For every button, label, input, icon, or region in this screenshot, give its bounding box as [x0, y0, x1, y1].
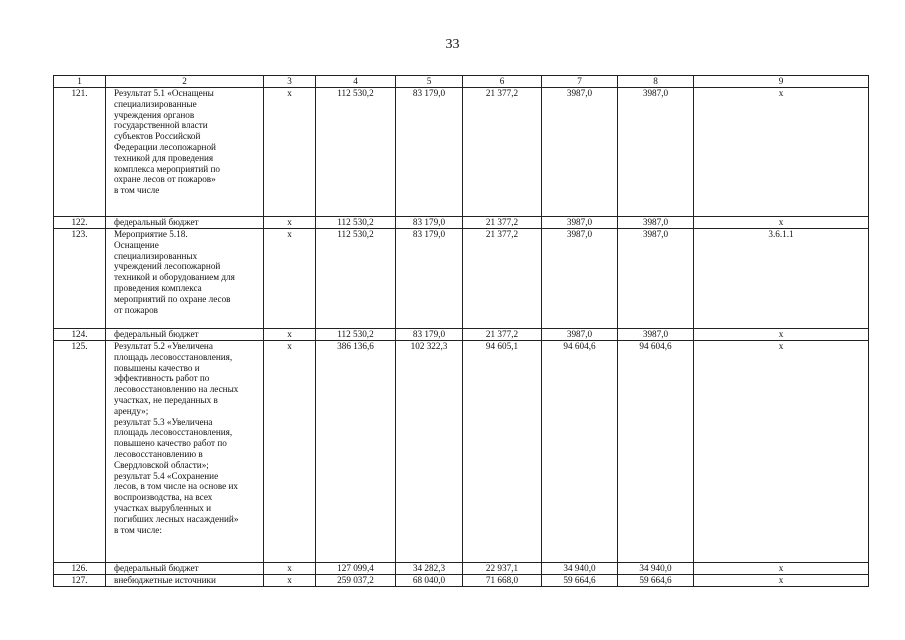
description-line: техникой для проведения — [114, 152, 214, 163]
cell-col7: 3987,0 — [542, 229, 618, 329]
row-description — [106, 229, 264, 329]
cell-col9: 3.6.1.1 — [694, 229, 869, 329]
cell-col7: 34 940,0 — [542, 563, 618, 575]
cell-col5: 83 179,0 — [396, 329, 463, 341]
column-header: 2 — [106, 76, 264, 88]
cell-total: 127 099,4 — [316, 563, 396, 575]
column-header: 6 — [463, 76, 542, 88]
cell-col7: 3987,0 — [542, 217, 618, 229]
cell-col6: 21 377,2 — [463, 329, 542, 341]
cell-col3: x — [264, 329, 316, 341]
description-line: мероприятий по охране лесов — [114, 293, 231, 304]
cell-total: 259 037,2 — [316, 575, 396, 587]
row-description — [106, 217, 264, 229]
row-number: 122. — [54, 217, 106, 229]
cell-col5: 83 179,0 — [396, 229, 463, 329]
description-line: техникой и оборудованием для — [114, 272, 235, 283]
cell-col6: 94 605,1 — [463, 341, 542, 563]
page-number: 33 — [445, 37, 460, 52]
row-number: 127. — [54, 575, 106, 587]
column-header: 1 — [54, 76, 106, 88]
description-line: результат 5.4 «Сохранение — [114, 470, 219, 481]
description-line: участках, не переданных в — [114, 394, 218, 405]
cell-col6: 21 377,2 — [463, 217, 542, 229]
cell-col7: 94 604,6 — [542, 341, 618, 563]
cell-col9: x — [694, 563, 869, 575]
table-row — [54, 88, 869, 217]
cell-col7: 59 664,6 — [542, 575, 618, 587]
description-line: лесовосстановлению на лесных — [114, 384, 239, 395]
description-line: комплекса мероприятий по — [114, 163, 220, 174]
column-header: 8 — [618, 76, 694, 88]
description-line: эффективность работ по — [114, 373, 210, 384]
description-line: внебюджетные источники — [114, 575, 216, 585]
description-line: площадь лесовосстановления, — [114, 427, 233, 438]
cell-col8: 59 664,6 — [618, 575, 694, 587]
row-number: 124. — [54, 329, 106, 341]
description-line: охране лесов от пожаров» — [114, 174, 216, 185]
cell-col6: 22 937,1 — [463, 563, 542, 575]
cell-col5: 102 322,3 — [396, 341, 463, 563]
row-description — [106, 563, 264, 575]
cell-col3: x — [264, 563, 316, 575]
table-header-row — [54, 76, 869, 88]
description-line: участках вырубленных и — [114, 502, 212, 513]
row-description — [106, 88, 264, 217]
description-line: Мероприятие 5.18. — [114, 229, 188, 239]
description-line: воспроизводства, на всех — [114, 492, 213, 503]
description-line: Оснащение — [114, 239, 159, 250]
cell-total: 112 530,2 — [316, 229, 396, 329]
description-line: лесовосстановлению в — [114, 448, 203, 459]
description-line: Результат 5.2 «Увеличена — [114, 341, 213, 351]
cell-col9: x — [694, 217, 869, 229]
description-line: специализированные — [114, 98, 197, 109]
table-row — [54, 341, 869, 563]
row-description — [106, 575, 264, 587]
cell-col8: 94 604,6 — [618, 341, 694, 563]
description-line: Результат 5.1 «Оснащены — [114, 88, 214, 98]
description-line: от пожаров — [114, 304, 159, 315]
cell-total: 112 530,2 — [316, 217, 396, 229]
description-line: погибших лесных насаждений» — [114, 513, 239, 524]
description-line: в том числе: — [114, 524, 162, 535]
table-row — [54, 563, 869, 575]
budget-table — [53, 75, 869, 587]
row-description — [106, 329, 264, 341]
cell-col3: x — [264, 88, 316, 217]
cell-col9: x — [694, 575, 869, 587]
description-line: повышено качество работ по — [114, 438, 227, 449]
description-line: Свердловской области»; — [114, 459, 209, 470]
description-line: федеральный бюджет — [114, 563, 199, 573]
table-row — [54, 229, 869, 329]
cell-col8: 3987,0 — [618, 88, 694, 217]
table-row — [54, 575, 869, 587]
table-row — [54, 329, 869, 341]
description-line: учреждения органов — [114, 109, 195, 120]
description-line: проведения комплекса — [114, 282, 202, 293]
description-line: в том числе — [114, 185, 160, 196]
description-line: лесов, в том числе на основе их — [114, 481, 238, 492]
cell-col5: 83 179,0 — [396, 88, 463, 217]
row-number: 121. — [54, 88, 106, 217]
cell-col5: 83 179,0 — [396, 217, 463, 229]
column-header: 7 — [542, 76, 618, 88]
cell-col7: 3987,0 — [542, 88, 618, 217]
description-line: учреждений лесопожарной — [114, 261, 221, 272]
description-line: результат 5.3 «Увеличена — [114, 416, 213, 427]
description-line: субъектов Российской — [114, 131, 201, 142]
column-header: 4 — [316, 76, 396, 88]
cell-col6: 21 377,2 — [463, 229, 542, 329]
cell-col3: x — [264, 217, 316, 229]
row-number: 123. — [54, 229, 106, 329]
cell-total: 112 530,2 — [316, 88, 396, 217]
description-line: специализированных — [114, 250, 198, 261]
cell-col9: x — [694, 329, 869, 341]
cell-col3: x — [264, 341, 316, 563]
cell-col3: x — [264, 229, 316, 329]
description-line: повышены качество и — [114, 362, 200, 373]
cell-col3: x — [264, 575, 316, 587]
row-number: 125. — [54, 341, 106, 563]
cell-col5: 34 282,3 — [396, 563, 463, 575]
cell-col9: x — [694, 88, 869, 217]
description-line: аренду»; — [114, 405, 149, 416]
cell-col8: 3987,0 — [618, 217, 694, 229]
cell-total: 386 136,6 — [316, 341, 396, 563]
row-number: 126. — [54, 563, 106, 575]
description-line: Федерации лесопожарной — [114, 141, 216, 152]
column-header: 9 — [694, 76, 869, 88]
description-line: федеральный бюджет — [114, 329, 199, 339]
cell-col8: 3987,0 — [618, 329, 694, 341]
cell-col5: 68 040,0 — [396, 575, 463, 587]
cell-total: 112 530,2 — [316, 329, 396, 341]
cell-col8: 3987,0 — [618, 229, 694, 329]
cell-col7: 3987,0 — [542, 329, 618, 341]
cell-col8: 34 940,0 — [618, 563, 694, 575]
description-line: федеральный бюджет — [114, 217, 199, 227]
cell-col9: x — [694, 341, 869, 563]
column-header: 5 — [396, 76, 463, 88]
cell-col6: 21 377,2 — [463, 88, 542, 217]
description-line: площадь лесовосстановления, — [114, 351, 233, 362]
cell-col6: 71 668,0 — [463, 575, 542, 587]
description-line: государственной власти — [114, 120, 208, 131]
table-row — [54, 217, 869, 229]
column-header: 3 — [264, 76, 316, 88]
row-description — [106, 341, 264, 563]
